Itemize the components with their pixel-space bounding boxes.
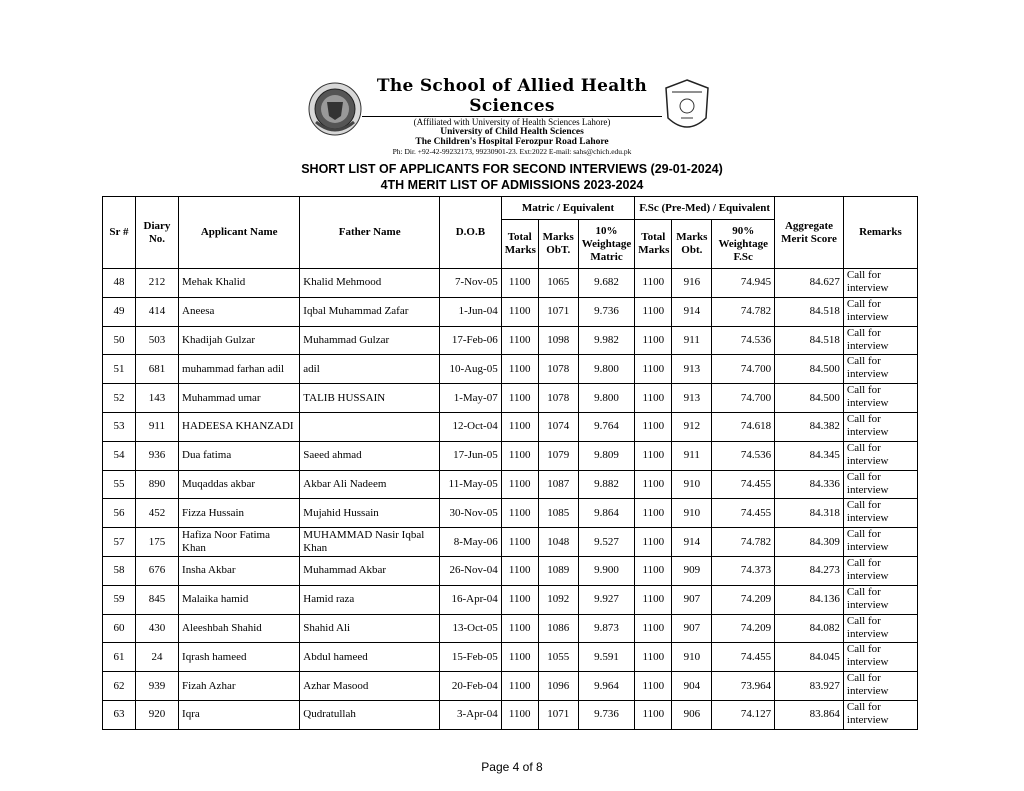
cell-matric-total: 1100	[501, 355, 538, 384]
table-row	[103, 441, 918, 470]
cell-dob: 3-Apr-04	[440, 700, 502, 729]
cell-father: TALIB HUSSAIN	[300, 384, 440, 413]
cell-remarks: Call for interview	[843, 441, 917, 470]
cell-fsc-obt: 914	[672, 528, 712, 557]
cell-matric-weight: 9.736	[578, 700, 635, 729]
cell-matric-total: 1100	[501, 297, 538, 326]
cell-fsc-total: 1100	[635, 614, 672, 643]
cell-diary: 920	[135, 700, 178, 729]
cell-dob: 26-Nov-04	[440, 556, 502, 585]
cell-remarks: Call for interview	[843, 614, 917, 643]
table-row	[103, 700, 918, 729]
cell-dob: 11-May-05	[440, 470, 502, 499]
cell-matric-weight: 9.736	[578, 297, 635, 326]
header-father: Father Name	[300, 197, 440, 269]
cell-matric-total: 1100	[501, 614, 538, 643]
cell-fsc-obt: 916	[672, 269, 712, 298]
cell-father: Qudratullah	[300, 700, 440, 729]
cell-matric-obt: 1071	[538, 700, 578, 729]
cell-diary: 845	[135, 585, 178, 614]
cell-diary: 503	[135, 326, 178, 355]
cell-diary: 676	[135, 556, 178, 585]
cell-applicant: Malaika hamid	[179, 585, 300, 614]
cell-fsc-weight: 74.536	[712, 441, 775, 470]
cell-aggregate: 83.927	[775, 672, 844, 701]
cell-fsc-total: 1100	[635, 326, 672, 355]
cell-matric-weight: 9.882	[578, 470, 635, 499]
table-row	[103, 585, 918, 614]
table-row	[103, 355, 918, 384]
cell-dob: 30-Nov-05	[440, 499, 502, 528]
cell-applicant: HADEESA KHANZADI	[179, 412, 300, 441]
cell-applicant: Aleeshbah Shahid	[179, 614, 300, 643]
cell-aggregate: 84.318	[775, 499, 844, 528]
header-matric-weight: 10% Weightage Matric	[578, 220, 635, 269]
table-row	[103, 614, 918, 643]
cell-diary: 414	[135, 297, 178, 326]
cell-sr: 50	[103, 326, 136, 355]
cell-fsc-total: 1100	[635, 700, 672, 729]
cell-diary: 430	[135, 614, 178, 643]
cell-dob: 13-Oct-05	[440, 614, 502, 643]
cell-remarks: Call for interview	[843, 700, 917, 729]
cell-dob: 16-Apr-04	[440, 585, 502, 614]
cell-aggregate: 84.500	[775, 384, 844, 413]
cell-fsc-total: 1100	[635, 643, 672, 672]
cell-matric-total: 1100	[501, 326, 538, 355]
header-sr: Sr #	[103, 197, 136, 269]
cell-aggregate: 84.082	[775, 614, 844, 643]
cell-fsc-weight: 74.618	[712, 412, 775, 441]
cell-dob: 12-Oct-04	[440, 412, 502, 441]
cell-fsc-obt: 913	[672, 355, 712, 384]
cell-matric-weight: 9.927	[578, 585, 635, 614]
cell-aggregate: 84.136	[775, 585, 844, 614]
cell-fsc-total: 1100	[635, 441, 672, 470]
cell-father	[300, 412, 440, 441]
cell-fsc-obt: 911	[672, 441, 712, 470]
cell-matric-obt: 1089	[538, 556, 578, 585]
university-name: University of Child Health Sciences	[440, 127, 584, 137]
cell-fsc-obt: 904	[672, 672, 712, 701]
cell-fsc-obt: 913	[672, 384, 712, 413]
cell-aggregate: 84.518	[775, 297, 844, 326]
cell-sr: 52	[103, 384, 136, 413]
cell-fsc-obt: 910	[672, 470, 712, 499]
cell-matric-obt: 1079	[538, 441, 578, 470]
cell-fsc-total: 1100	[635, 470, 672, 499]
cell-fsc-total: 1100	[635, 672, 672, 701]
cell-fsc-obt: 909	[672, 556, 712, 585]
cell-fsc-weight: 74.455	[712, 643, 775, 672]
cell-sr: 60	[103, 614, 136, 643]
page-number: Page 4 of 8	[481, 760, 543, 774]
cell-matric-weight: 9.873	[578, 614, 635, 643]
cell-fsc-total: 1100	[635, 412, 672, 441]
cell-remarks: Call for interview	[843, 643, 917, 672]
cell-fsc-weight: 74.782	[712, 528, 775, 557]
cell-dob: 1-Jun-04	[440, 297, 502, 326]
cell-matric-obt: 1078	[538, 355, 578, 384]
table-row	[103, 470, 918, 499]
cell-aggregate: 84.309	[775, 528, 844, 557]
cell-father: Muhammad Akbar	[300, 556, 440, 585]
cell-dob: 1-May-07	[440, 384, 502, 413]
cell-fsc-obt: 914	[672, 297, 712, 326]
cell-matric-total: 1100	[501, 384, 538, 413]
cell-fsc-weight: 74.700	[712, 384, 775, 413]
cell-sr: 56	[103, 499, 136, 528]
cell-fsc-obt: 912	[672, 412, 712, 441]
table-row	[103, 556, 918, 585]
hospital-address: The Children's Hospital Ferozpur Road Lahore	[415, 137, 609, 147]
letterhead	[300, 76, 720, 156]
cell-diary: 681	[135, 355, 178, 384]
cell-dob: 7-Nov-05	[440, 269, 502, 298]
cell-remarks: Call for interview	[843, 499, 917, 528]
merit-table-body	[103, 269, 918, 730]
cell-applicant: Iqra	[179, 700, 300, 729]
cell-matric-obt: 1065	[538, 269, 578, 298]
cell-matric-total: 1100	[501, 528, 538, 557]
header-applicant: Applicant Name	[179, 197, 300, 269]
cell-matric-weight: 9.964	[578, 672, 635, 701]
cell-father: Mujahid Hussain	[300, 499, 440, 528]
cell-matric-total: 1100	[501, 470, 538, 499]
cell-fsc-total: 1100	[635, 585, 672, 614]
cell-matric-obt: 1086	[538, 614, 578, 643]
cell-father: Azhar Masood	[300, 672, 440, 701]
cell-sr: 57	[103, 528, 136, 557]
cell-fsc-total: 1100	[635, 384, 672, 413]
cell-dob: 20-Feb-04	[440, 672, 502, 701]
cell-father: Khalid Mehmood	[300, 269, 440, 298]
cell-applicant: Iqrash hameed	[179, 643, 300, 672]
cell-matric-weight: 9.764	[578, 412, 635, 441]
cell-aggregate: 84.627	[775, 269, 844, 298]
cell-fsc-total: 1100	[635, 556, 672, 585]
cell-matric-total: 1100	[501, 412, 538, 441]
cell-remarks: Call for interview	[843, 269, 917, 298]
cell-fsc-weight: 74.209	[712, 585, 775, 614]
cell-fsc-weight: 74.373	[712, 556, 775, 585]
cell-father: Shahid Ali	[300, 614, 440, 643]
cell-dob: 8-May-06	[440, 528, 502, 557]
cell-aggregate: 84.500	[775, 355, 844, 384]
merit-table	[102, 196, 918, 730]
cell-fsc-weight: 74.455	[712, 470, 775, 499]
cell-sr: 49	[103, 297, 136, 326]
header-fsc-obt: Marks Obt.	[672, 220, 712, 269]
cell-diary: 143	[135, 384, 178, 413]
cell-applicant: Fizza Hussain	[179, 499, 300, 528]
cell-fsc-weight: 74.455	[712, 499, 775, 528]
cell-matric-obt: 1092	[538, 585, 578, 614]
header-aggregate: Aggregate Merit Score	[775, 197, 844, 269]
table-row	[103, 672, 918, 701]
cell-remarks: Call for interview	[843, 672, 917, 701]
cell-remarks: Call for interview	[843, 297, 917, 326]
cell-diary: 175	[135, 528, 178, 557]
cell-matric-total: 1100	[501, 700, 538, 729]
cell-matric-weight: 9.809	[578, 441, 635, 470]
affiliation-text: (Affiliated with University of Health Sciences Lahore)	[413, 117, 611, 127]
cell-fsc-obt: 910	[672, 499, 712, 528]
cell-aggregate: 83.864	[775, 700, 844, 729]
cell-father: Abdul hameed	[300, 643, 440, 672]
header-fsc-weight: 90% Weightage F.Sc	[712, 220, 775, 269]
cell-father: Iqbal Muhammad Zafar	[300, 297, 440, 326]
cell-fsc-weight: 74.700	[712, 355, 775, 384]
cell-fsc-obt: 907	[672, 614, 712, 643]
cell-remarks: Call for interview	[843, 355, 917, 384]
cell-aggregate: 84.518	[775, 326, 844, 355]
cell-matric-total: 1100	[501, 441, 538, 470]
cell-father: Muhammad Gulzar	[300, 326, 440, 355]
cell-applicant: Muhammad umar	[179, 384, 300, 413]
cell-fsc-weight: 74.782	[712, 297, 775, 326]
cell-fsc-obt: 911	[672, 326, 712, 355]
cell-matric-total: 1100	[501, 556, 538, 585]
cell-fsc-total: 1100	[635, 269, 672, 298]
cell-matric-total: 1100	[501, 585, 538, 614]
cell-father: Hamid raza	[300, 585, 440, 614]
cell-aggregate: 84.345	[775, 441, 844, 470]
cell-matric-total: 1100	[501, 269, 538, 298]
cell-fsc-weight: 74.127	[712, 700, 775, 729]
cell-sr: 59	[103, 585, 136, 614]
cell-matric-obt: 1048	[538, 528, 578, 557]
cell-sr: 54	[103, 441, 136, 470]
cell-fsc-weight: 73.964	[712, 672, 775, 701]
cell-matric-weight: 9.982	[578, 326, 635, 355]
cell-matric-weight: 9.800	[578, 355, 635, 384]
cell-matric-weight: 9.900	[578, 556, 635, 585]
cell-remarks: Call for interview	[843, 384, 917, 413]
cell-applicant: Dua fatima	[179, 441, 300, 470]
cell-sr: 58	[103, 556, 136, 585]
cell-sr: 48	[103, 269, 136, 298]
cell-diary: 911	[135, 412, 178, 441]
cell-remarks: Call for interview	[843, 585, 917, 614]
cell-aggregate: 84.273	[775, 556, 844, 585]
cell-remarks: Call for interview	[843, 470, 917, 499]
cell-applicant: Aneesa	[179, 297, 300, 326]
cell-dob: 17-Jun-05	[440, 441, 502, 470]
cell-applicant: Fizah Azhar	[179, 672, 300, 701]
table-row	[103, 326, 918, 355]
cell-diary: 936	[135, 441, 178, 470]
cell-sr: 53	[103, 412, 136, 441]
cell-matric-obt: 1074	[538, 412, 578, 441]
cell-matric-weight: 9.591	[578, 643, 635, 672]
cell-matric-obt: 1087	[538, 470, 578, 499]
cell-matric-weight: 9.800	[578, 384, 635, 413]
cell-aggregate: 84.336	[775, 470, 844, 499]
cell-fsc-weight: 74.945	[712, 269, 775, 298]
table-row	[103, 499, 918, 528]
table-row	[103, 412, 918, 441]
cell-applicant: Khadijah Gulzar	[179, 326, 300, 355]
table-row	[103, 528, 918, 557]
cell-remarks: Call for interview	[843, 326, 917, 355]
cell-father: Saeed ahmad	[300, 441, 440, 470]
header-matric-obt: Marks ObT.	[538, 220, 578, 269]
cell-matric-weight: 9.527	[578, 528, 635, 557]
cell-fsc-weight: 74.536	[712, 326, 775, 355]
header-dob: D.O.B	[440, 197, 502, 269]
cell-fsc-obt: 906	[672, 700, 712, 729]
header-remarks: Remarks	[843, 197, 917, 269]
cell-matric-weight: 9.864	[578, 499, 635, 528]
cell-sr: 55	[103, 470, 136, 499]
cell-applicant: Muqaddas akbar	[179, 470, 300, 499]
cell-applicant: Hafiza Noor Fatima Khan	[179, 528, 300, 557]
cell-remarks: Call for interview	[843, 528, 917, 557]
cell-matric-obt: 1096	[538, 672, 578, 701]
cell-fsc-total: 1100	[635, 528, 672, 557]
cell-diary: 890	[135, 470, 178, 499]
cell-matric-total: 1100	[501, 672, 538, 701]
header-diary: Diary No.	[135, 197, 178, 269]
table-row	[103, 269, 918, 298]
cell-matric-total: 1100	[501, 499, 538, 528]
cell-fsc-total: 1100	[635, 355, 672, 384]
cell-father: MUHAMMAD Nasir Iqbal Khan	[300, 528, 440, 557]
cell-applicant: Insha Akbar	[179, 556, 300, 585]
cell-dob: 10-Aug-05	[440, 355, 502, 384]
shortlist-heading: SHORT LIST OF APPLICANTS FOR SECOND INTERVIEWS (29-01-2024)	[301, 162, 723, 176]
cell-sr: 62	[103, 672, 136, 701]
cell-fsc-obt: 907	[672, 585, 712, 614]
cell-matric-obt: 1078	[538, 384, 578, 413]
header-fsc-total: Total Marks	[635, 220, 672, 269]
cell-diary: 24	[135, 643, 178, 672]
cell-matric-obt: 1085	[538, 499, 578, 528]
cell-remarks: Call for interview	[843, 412, 917, 441]
cell-dob: 17-Feb-06	[440, 326, 502, 355]
cell-applicant: muhammad farhan adil	[179, 355, 300, 384]
cell-matric-obt: 1098	[538, 326, 578, 355]
cell-diary: 452	[135, 499, 178, 528]
cell-father: Akbar Ali Nadeem	[300, 470, 440, 499]
cell-dob: 15-Feb-05	[440, 643, 502, 672]
cell-diary: 939	[135, 672, 178, 701]
header-fsc-group: F.Sc (Pre-Med) / Equivalent	[635, 197, 775, 220]
cell-applicant: Mehak Khalid	[179, 269, 300, 298]
cell-sr: 63	[103, 700, 136, 729]
cell-fsc-total: 1100	[635, 499, 672, 528]
header-matric-total: Total Marks	[501, 220, 538, 269]
cell-matric-obt: 1055	[538, 643, 578, 672]
contact-info: Ph: Dir. +92-42-99232173, 99230901-23. Ext:2022 E-mail: sahs@chich.edu.pk	[392, 147, 632, 156]
school-name: The School of Allied Health Sciences	[362, 76, 662, 117]
cell-sr: 51	[103, 355, 136, 384]
cell-aggregate: 84.045	[775, 643, 844, 672]
school-seal-logo	[308, 82, 362, 136]
cell-matric-total: 1100	[501, 643, 538, 672]
cell-fsc-weight: 74.209	[712, 614, 775, 643]
merit-list-heading: 4TH MERIT LIST OF ADMISSIONS 2023-2024	[380, 178, 644, 192]
table-row	[103, 384, 918, 413]
cell-fsc-total: 1100	[635, 297, 672, 326]
cell-father: adil	[300, 355, 440, 384]
university-crest-logo	[664, 78, 710, 138]
cell-matric-weight: 9.682	[578, 269, 635, 298]
cell-remarks: Call for interview	[843, 556, 917, 585]
cell-diary: 212	[135, 269, 178, 298]
cell-sr: 61	[103, 643, 136, 672]
cell-fsc-obt: 910	[672, 643, 712, 672]
cell-matric-obt: 1071	[538, 297, 578, 326]
cell-aggregate: 84.382	[775, 412, 844, 441]
table-row	[103, 643, 918, 672]
table-row	[103, 297, 918, 326]
header-matric-group: Matric / Equivalent	[501, 197, 635, 220]
